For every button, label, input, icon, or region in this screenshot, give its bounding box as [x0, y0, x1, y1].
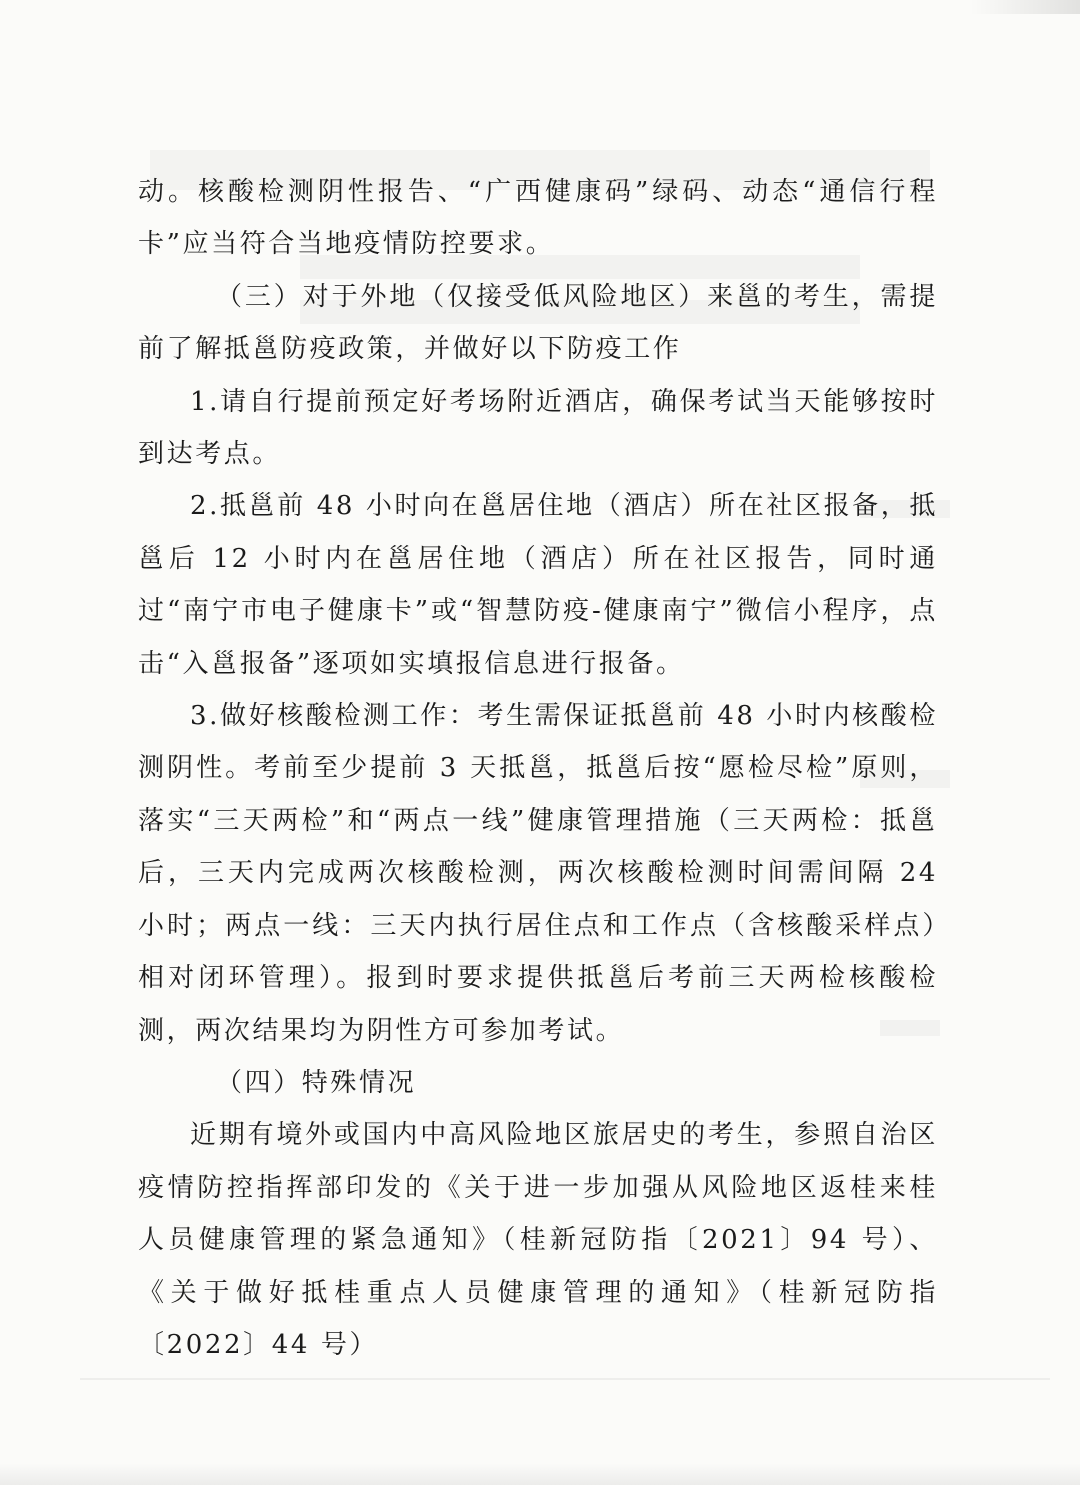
scan-bottom-edge	[0, 1463, 1080, 1485]
scan-bottom-line	[80, 1378, 1050, 1380]
document-body	[138, 166, 938, 1371]
scan-corner-shadow	[970, 0, 1080, 14]
section-3-heading: （三）对于外地（仅接受低风险地区）来邕的考生，需提前了解抵邕防疫政策，并做好以下防疫工作	[138, 281, 938, 365]
list-item-1: 1.请自行提前预定好考场附近酒店，确保考试当天能够按时到达考点。	[138, 386, 938, 470]
paragraph-continuation: 动。核酸检测阴性报告、“广西健康码”绿码、动态“通信行程卡”应当符合当地疫情防控要求。	[138, 177, 938, 260]
section-4-heading: （四）特殊情况	[216, 1067, 417, 1098]
list-item-2: 2.抵邕前 48 小时向在邕居住地（酒店）所在社区报备，抵邕后 12 小时内在邕居住地（酒店）所在社区报告，同时通过“南宁市电子健康卡”或“智慧防疫-健康南宁”微信小程序，点击“入邕报备”逐项如实填报信息进行报备。	[138, 491, 938, 679]
list-item-3: 3.做好核酸检测工作：考生需保证抵邕前 48 小时内核酸检测阴性。考前至少提前 3 天抵邕，抵邕后按“愿检尽检”原则，落实“三天两检”和“两点一线”健康管理措施（三天两检：抵邕后，三天内完成两次核酸检测，两次核酸检测时间需间隔 24 小时；两点一线：三天内执行居住点和工作点（含核酸采样点）相对闭环管理）。报到时要求提供抵邕后考前三天两检核酸检测，两次结果均为阴性方可参加考试。	[138, 701, 938, 1046]
section-4-body: 近期有境外或国内中高风险地区旅居史的考生，参照自治区疫情防控指挥部印发的《关于进一步加强从风险地区返桂来桂人员健康管理的紧急通知》（桂新冠防指〔2021〕94 号）、《关于做好抵桂重点人员健康管理的通知》（桂新冠防指〔2022〕44 号）	[138, 1120, 938, 1360]
